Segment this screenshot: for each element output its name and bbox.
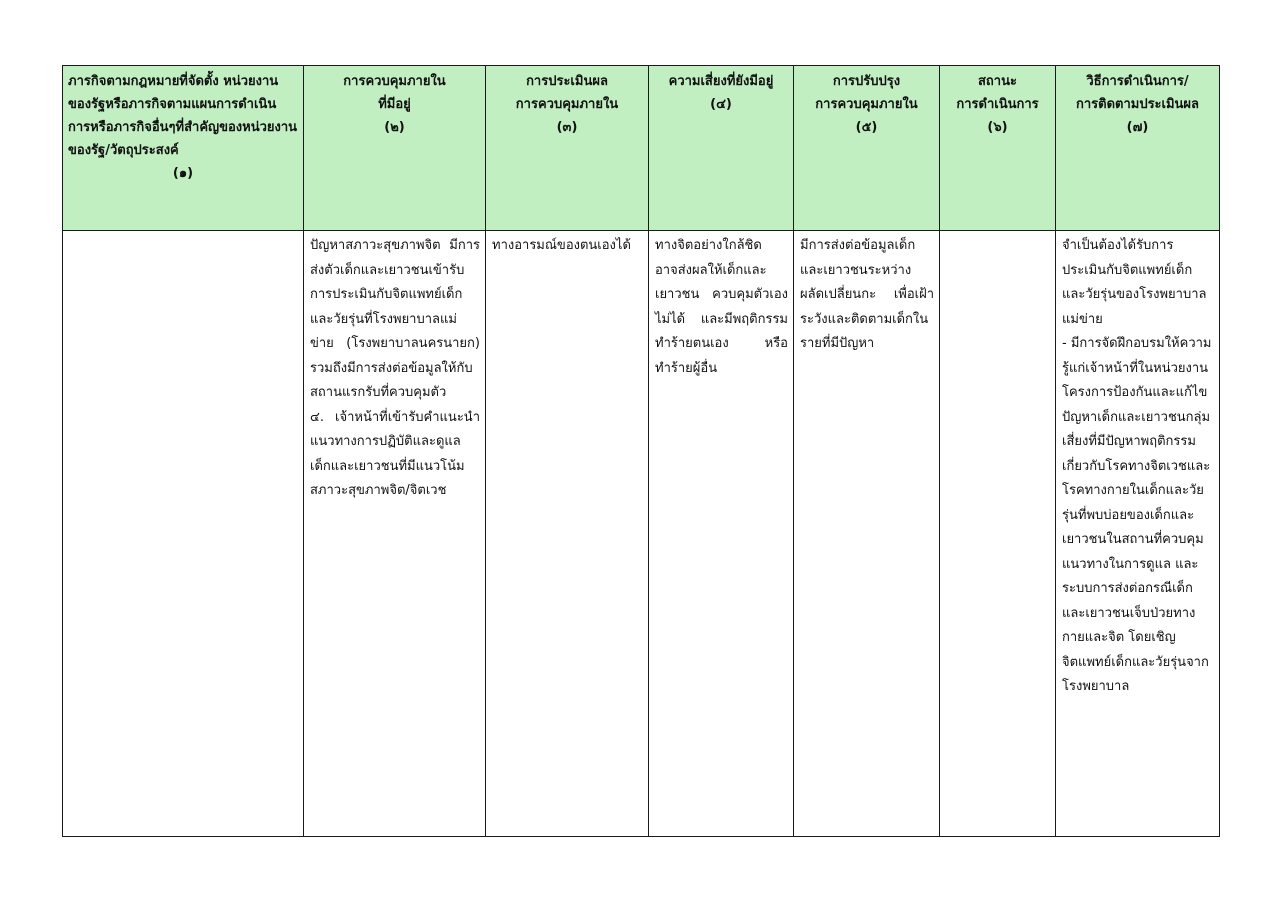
header-remaining-risk-number: (๔) bbox=[710, 97, 732, 112]
header-control-evaluation-number: (๓) bbox=[556, 120, 578, 135]
header-method-followup bbox=[1056, 66, 1220, 231]
cell-status-text bbox=[940, 231, 1055, 234]
header-mission bbox=[63, 66, 304, 231]
cell-existing-control-text: ปัญหาสภาวะสุขภาพจิต มีการส่งตัวเด็กและเยาวชนเข้ารับการประเมินกับจิตแพทย์เด็กและวัยรุ่นที่โรงพยาบาลแม่ข่าย (โรงพยาบาลนครนายก) รวมถึงมีการส่งต่อข้อมูลให้กับสถานแรกรับที่ควบคุมตัว ๔. เจ้าหน้าที่เข้ารับคำแนะนำแนวทางการปฏิบัติและดูแลเด็กและเยาวชนที่มีแนวโน้มสภาวะสุขภาพจิต/จิตเวช bbox=[310, 238, 480, 498]
header-mission-number: (๑) bbox=[172, 166, 194, 181]
header-existing-control bbox=[304, 66, 486, 231]
header-remaining-risk bbox=[649, 66, 794, 231]
cell-remaining-risk bbox=[649, 231, 794, 837]
header-existing-control-number: (๒) bbox=[384, 120, 405, 135]
header-control-improvement-title: การปรับปรุง การควบคุมภายใน bbox=[815, 74, 918, 112]
cell-control-evaluation-text: ทางอารมณ์ของตนเองได้ bbox=[492, 238, 631, 253]
cell-control-evaluation bbox=[486, 231, 649, 837]
cell-control-improvement-text: มีการส่งต่อข้อมูลเด็กและเยาวชนระหว่างผลัดเปลี่ยนกะ เพื่อเฝ้าระวังและติดตามเด็กในรายที่มีปัญหา bbox=[800, 238, 934, 351]
header-status-number: (๖) bbox=[987, 120, 1008, 135]
header-control-evaluation-title: การประเมินผล การควบคุมภายใน bbox=[515, 74, 619, 112]
cell-existing-control bbox=[304, 231, 486, 837]
header-control-improvement bbox=[794, 66, 940, 231]
cell-method-followup bbox=[1056, 231, 1220, 837]
header-method-followup-number: (๗) bbox=[1126, 120, 1149, 135]
header-row bbox=[63, 66, 1220, 231]
table-row bbox=[63, 231, 1220, 837]
cell-remaining-risk-text: ทางจิตอย่างใกล้ชิด อาจส่งผลให้เด็กและเยาวชน ควบคุมตัวเองไม่ได้ และมีพฤติกรรมทำร้ายตนเอง หรือทำร้ายผู้อื่น bbox=[655, 238, 788, 376]
cell-status bbox=[940, 231, 1056, 837]
cell-mission-text bbox=[63, 231, 303, 234]
header-existing-control-title: การควบคุมภายใน ที่มีอยู่ bbox=[343, 74, 446, 112]
header-control-evaluation bbox=[486, 66, 649, 231]
cell-method-followup-text: จำเป็นต้องได้รับการประเมินกับจิตแพทย์เด็กและวัยรุ่นของโรงพยาบาลแม่ข่าย - มีการจัดฝึกอบรมให้ความรู้แก่เจ้าหน้าที่ในหน่วยงาน โครงการป้องกันและแก้ไขปัญหาเด็กและเยาวชนกลุ่มเสี่ยงที่มีปัญหาพฤติกรรมเกี่ยวกับโรคทางจิตเวชและโรคทางกายในเด็กและวัยรุ่นที่พบบ่อยของเด็กและเยาวชนในสถานที่ควบคุม แนวทางในการดูแล และระบบการส่งต่อกรณีเด็กและเยาวชนเจ็บป่วยทางกายและจิต โดยเชิญจิตแพทย์เด็กและวัยรุ่นจากโรงพยาบาล bbox=[1062, 238, 1212, 694]
header-status-title: สถานะ การดำเนินการ bbox=[956, 74, 1039, 112]
header-status bbox=[940, 66, 1056, 231]
header-method-followup-title: วิธีการดำเนินการ/ การติดตามประเมินผล bbox=[1075, 74, 1200, 112]
header-control-improvement-number: (๕) bbox=[855, 120, 878, 135]
cell-control-improvement bbox=[794, 231, 940, 837]
header-mission-title: ภารกิจตามกฎหมายที่จัดตั้ง หน่วยงานของรัฐหรือภารกิจตามแผนการดำเนินการหรือภารกิจอื่นๆที่สำคัญของหน่วยงานของรัฐ/วัตถุประสงค์ bbox=[68, 74, 298, 158]
header-remaining-risk-title: ความเสี่ยงที่ยังมีอยู่ bbox=[668, 74, 774, 89]
cell-mission bbox=[63, 231, 304, 837]
internal-control-table bbox=[62, 65, 1220, 837]
